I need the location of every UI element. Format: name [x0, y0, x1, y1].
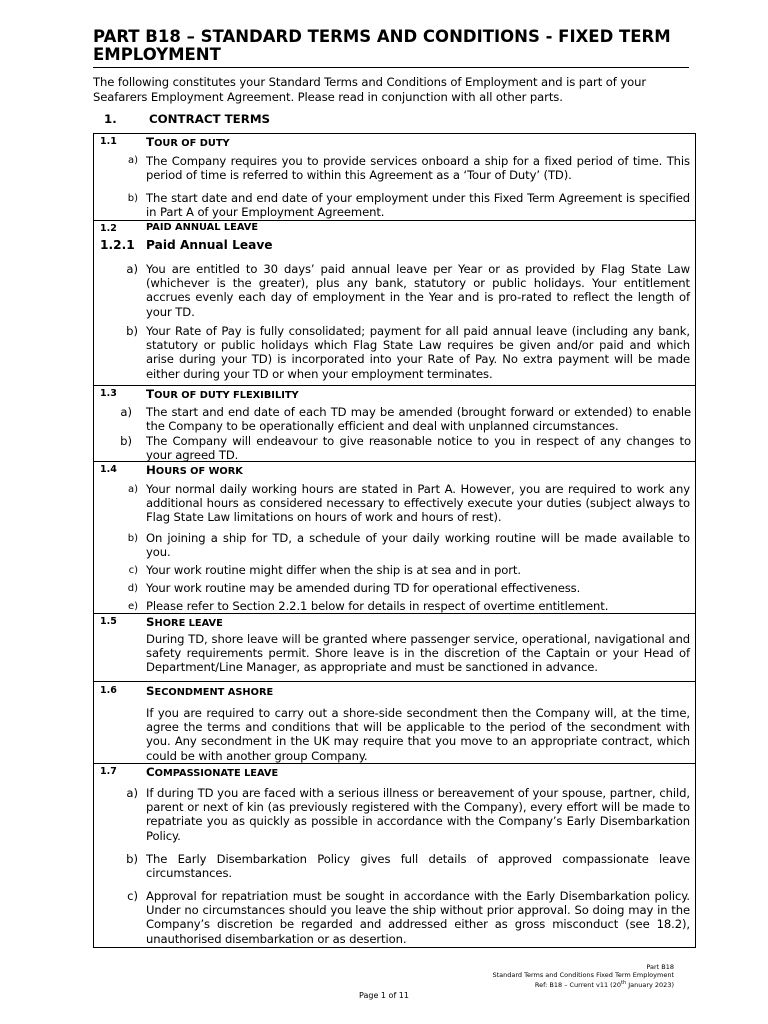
clause-item: The start date and end date of your employment under this Fixed Term Agreement is specified in Part A of your Employment Agreement.	[146, 191, 690, 220]
item-label: a)	[126, 786, 138, 800]
clause-item: Your normal daily working hours are stated in Part A. However, you are required to work any additional hours as considered necessary to effectively execute your duties (subject always to Flag State Law limitations on hours of work and hours of rest).	[146, 482, 690, 525]
row-1-5	[93, 613, 696, 682]
item-label: c)	[128, 565, 138, 576]
item-label: b)	[120, 434, 132, 448]
item-label: a)	[127, 484, 138, 495]
item-label: a)	[126, 262, 138, 276]
clause-item: The Company requires you to provide services onboard a ship for a fixed period of time. This period of time is referred to within this Agreement as a ‘Tour of Duty’ (TD).	[146, 154, 690, 183]
clause-text: During TD, shore leave will be granted where passenger service, operational, navigational and safety requirements permit. Shore leave is in the discretion of the Captain or your Head of Department/Line Manager, as appropriate and must be sanctioned in advance.	[146, 632, 690, 675]
clause-item: The Early Disembarkation Policy gives full details of approved compassionate leave circumstances.	[146, 852, 690, 881]
footer-part: Part B18	[646, 963, 674, 971]
clause-item: Your Rate of Pay is fully consolidated; payment for all paid annual leave (including any bank, statutory or public holidays which Flag State Law requires be given and/or paid and which arise during your TD) is incorporated into your Rate of Pay. No extra payment will be made either during your TD or when your employment terminates.	[146, 324, 690, 381]
clause-number: 1.5	[100, 616, 117, 627]
clause-heading: SHORE LEAVE	[146, 615, 223, 629]
clause-text: If you are required to carry out a shore-side secondment then the Company will, at the time, agree the terms and conditions that will be applicable to the period of the secondment with you. Any secondment in the UK may require that you move to an appropriate contract, which could be with another group Company.	[146, 706, 690, 763]
row-1-3	[93, 385, 696, 462]
clause-item: If during TD you are faced with a serious illness or bereavement of your spouse, partner, child, parent or next of kin (as previously registered with the Company), every effort will be made to repatriate you as quickly as possible in accordance with the Company’s Early Disembarkation Policy.	[146, 786, 690, 843]
clause-item: The Company will endeavour to give reasonable notice to you in respect of any changes to your agreed TD.	[146, 434, 691, 463]
clause-number: 1.4	[100, 464, 117, 475]
clause-number: 1.3	[100, 388, 117, 399]
clause-heading: PAID ANNUAL LEAVE	[146, 222, 259, 233]
intro-paragraph: The following constitutes your Standard Terms and Conditions of Employment and is part of your Seafarers Employment Agreement. Please read in conjunction with all other parts.	[93, 75, 646, 104]
clause-heading: SECONDMENT ASHORE	[146, 684, 274, 698]
clause-heading: TOUR OF DUTY FLEXIBILITY	[146, 387, 299, 401]
section-heading	[104, 112, 270, 126]
clause-item: Your work routine may be amended during TD for operational effectiveness.	[146, 581, 581, 595]
clause-number: 1.6	[100, 685, 117, 696]
sub-heading: 1.2.1 Paid Annual Leave	[100, 238, 273, 252]
clause-item: Approval for repatriation must be sought in accordance with the Early Disembarkation policy. Under no circumstances should you leave the ship without prior approval. So doing may in the Company’s discretion be regarded and addressed either as gross misconduct (see 18.2), unauthorised disembarkation or as desertion.	[146, 889, 690, 946]
item-label: b)	[127, 533, 138, 544]
item-label: d)	[127, 583, 138, 594]
clause-heading: HOURS OF WORK	[146, 463, 243, 477]
clause-heading: TOUR OF DUTY	[146, 135, 230, 149]
footer-ref: Ref: B18 – Current v11 (20th January 2023)	[534, 980, 674, 990]
clause-item: On joining a ship for TD, a schedule of your daily working routine will be made available to you.	[146, 531, 690, 560]
row-1-2	[93, 220, 696, 386]
clause-number: 1.7	[100, 766, 117, 777]
row-1-1	[93, 133, 696, 221]
item-label: b)	[126, 324, 138, 338]
clause-heading: COMPASSIONATE LEAVE	[146, 765, 279, 779]
row-1-7	[93, 763, 696, 948]
clause-item: Your work routine might differ when the ship is at sea and in port.	[146, 563, 521, 577]
section-number: 1.	[104, 112, 117, 126]
footer-doc-title: Standard Terms and Conditions Fixed Term Employment	[492, 971, 674, 979]
section-title: CONTRACT TERMS	[149, 112, 271, 126]
clause-number: 1.2	[100, 223, 117, 234]
item-label: b)	[126, 852, 138, 866]
item-label: a)	[127, 155, 138, 166]
row-1-4	[93, 461, 696, 614]
clause-item: The start and end date of each TD may be amended (brought forward or extended) to enable the Company to be operationally efficient and deal with unplanned circumstances.	[146, 405, 691, 434]
title-rule	[93, 67, 689, 68]
item-label: b)	[127, 193, 138, 204]
row-1-6	[93, 681, 696, 764]
page-number: Page 1 of 11	[359, 991, 409, 1000]
page-title: PART B18 – STANDARD TERMS AND CONDITIONS - FIXED TERM EMPLOYMENT	[93, 27, 671, 64]
item-label: a)	[120, 405, 132, 419]
clause-number: 1.1	[100, 136, 117, 147]
clause-item: You are entitled to 30 days’ paid annual leave per Year or as provided by Flag State Law (whichever is the greater), plus any bank, statutory or public holidays. Your entitlement accrues evenly each day of employment in the Year and is pro-rated to reflect the length of your TD.	[146, 262, 690, 319]
item-label: e)	[127, 601, 138, 612]
clause-item: Please refer to Section 2.2.1 below for details in respect of overtime entitlement.	[146, 599, 609, 613]
item-label: c)	[127, 889, 138, 903]
